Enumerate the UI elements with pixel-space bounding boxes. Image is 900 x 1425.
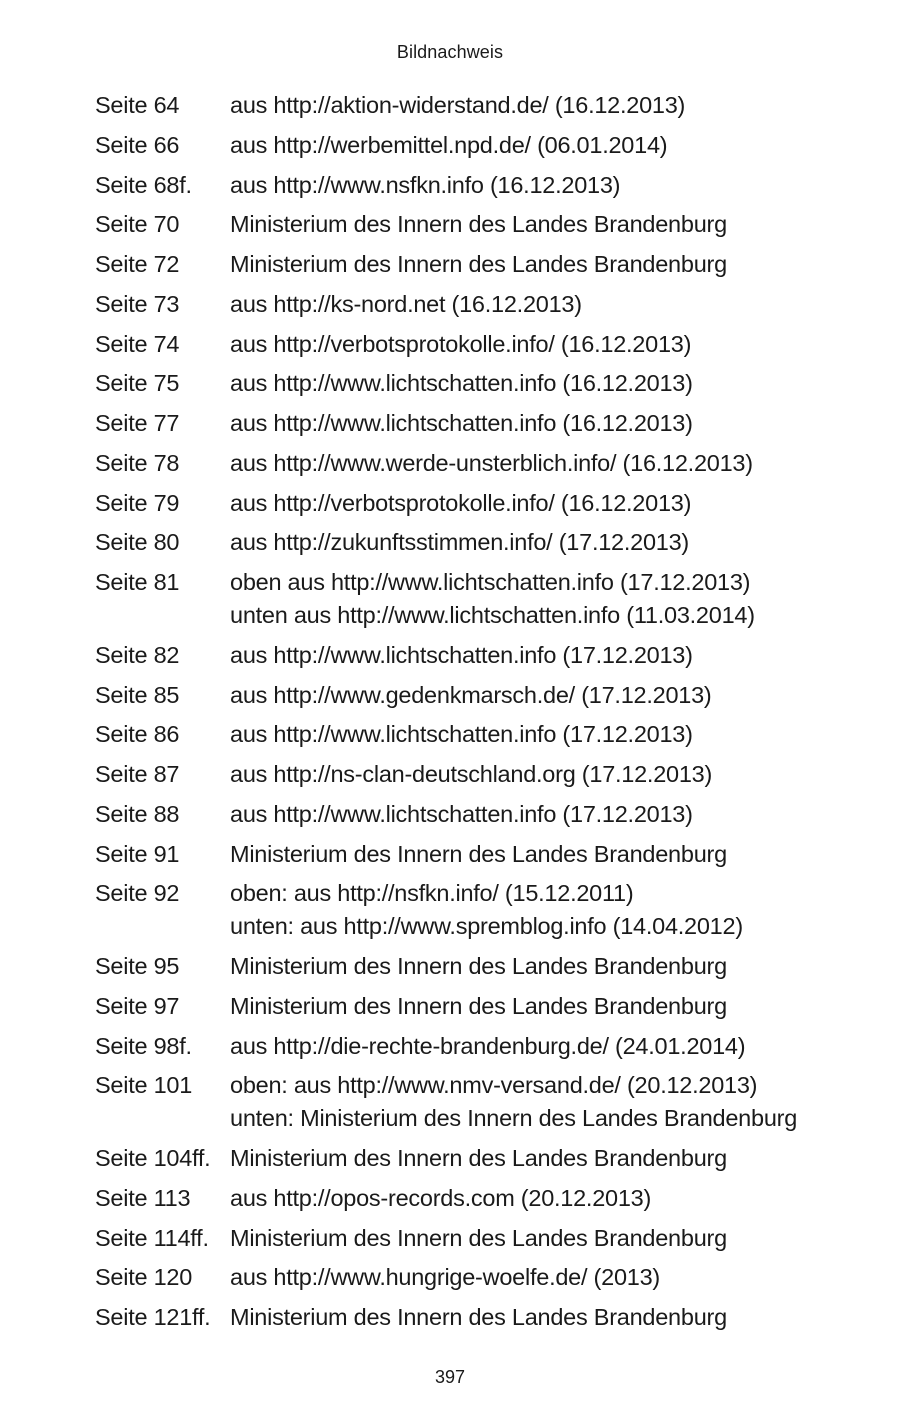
credit-source xyxy=(230,248,855,281)
credit-entry xyxy=(95,877,855,943)
credit-source xyxy=(230,89,855,122)
credit-source-line: aus http://www.lichtschatten.info (16.12.2013) xyxy=(230,370,693,397)
credit-page-ref: Seite 88 xyxy=(95,800,180,827)
credit-page-ref: Seite 82 xyxy=(95,641,180,668)
credit-page-ref: Seite 121ff. xyxy=(95,1304,211,1330)
credit-source-line: aus http://www.lichtschatten.info (16.12.2013) xyxy=(230,410,693,436)
credit-source xyxy=(230,1182,855,1215)
credit-entry xyxy=(95,208,855,241)
credit-source-line: unten: Ministerium des Innern des Landes Brandenburg xyxy=(230,1105,798,1132)
credit-source xyxy=(230,639,855,672)
credit-source-line: aus http://www.lichtschatten.info (17.12.2013) xyxy=(230,721,693,748)
credit-source-line: aus http://www.nsfkn.info (16.12.2013) xyxy=(230,171,621,198)
credit-source-line: aus http://werbemittel.npd.de/ (06.01.2014) xyxy=(230,131,668,158)
credit-source xyxy=(230,169,855,202)
credit-source-line: aus http://www.gedenkmarsch.de/ (17.12.2013) xyxy=(230,681,712,708)
credit-entry xyxy=(95,566,855,632)
credit-page-ref: Seite 113 xyxy=(95,1184,191,1211)
credit-source-line: unten aus http://www.lichtschatten.info (11.03.2014) xyxy=(230,602,755,628)
credit-source xyxy=(230,838,855,871)
credit-page-ref: Seite 73 xyxy=(95,290,180,317)
credit-source xyxy=(230,566,855,632)
credit-source xyxy=(230,1222,855,1255)
credit-entry xyxy=(95,679,855,712)
credit-source-line: Ministerium des Innern des Landes Brandenburg xyxy=(230,1224,727,1251)
credit-source xyxy=(230,447,855,480)
credit-source-line: aus http://www.hungrige-woelfe.de/ (2013) xyxy=(230,1264,660,1291)
credit-source-line: aus http://zukunftsstimmen.info/ (17.12.2013) xyxy=(230,529,690,556)
credit-entry xyxy=(95,838,855,871)
credit-source xyxy=(230,798,855,831)
credit-source xyxy=(230,1069,855,1135)
credit-entry xyxy=(95,367,855,400)
image-credits-list xyxy=(95,89,855,1341)
credit-source xyxy=(230,1142,855,1175)
credit-source-line: Ministerium des Innern des Landes Brandenburg xyxy=(230,840,727,867)
credit-source xyxy=(230,950,855,983)
credit-source-line: oben aus http://www.lichtschatten.info (17.12.2013) xyxy=(230,569,751,595)
credit-page-ref: Seite 64 xyxy=(95,92,180,118)
credit-page-ref: Seite 101 xyxy=(95,1072,193,1099)
credit-source-line: Ministerium des Innern des Landes Brandenburg xyxy=(230,953,727,979)
credit-entry xyxy=(95,758,855,791)
credit-page-ref: Seite 80 xyxy=(95,529,180,556)
credit-page-ref: Seite 120 xyxy=(95,1264,193,1291)
credit-source-line: Ministerium des Innern des Landes Brandenburg xyxy=(230,1304,727,1330)
credit-source xyxy=(230,758,855,791)
credit-entry xyxy=(95,1030,855,1063)
credit-source xyxy=(230,367,855,400)
credit-page-ref: Seite 66 xyxy=(95,131,180,158)
credit-entry xyxy=(95,248,855,281)
credit-page-ref: Seite 92 xyxy=(95,880,180,907)
credit-page-ref: Seite 95 xyxy=(95,953,180,979)
credit-entry xyxy=(95,1222,855,1255)
credit-page-ref: Seite 68f. xyxy=(95,171,192,198)
credit-entry xyxy=(95,407,855,440)
credit-source xyxy=(230,407,855,440)
credit-source xyxy=(230,129,855,162)
credit-entry xyxy=(95,1069,855,1135)
credit-source xyxy=(230,718,855,751)
credit-page-ref: Seite 78 xyxy=(95,449,180,476)
credit-source xyxy=(230,679,855,712)
credit-source-line: aus http://verbotsprotokolle.info/ (16.12.2013) xyxy=(230,489,692,516)
credit-entry xyxy=(95,487,855,520)
credit-source-line: aus http://www.lichtschatten.info (17.12.2013) xyxy=(230,800,693,827)
credit-entry xyxy=(95,526,855,559)
credit-entry xyxy=(95,288,855,321)
credit-entry xyxy=(95,990,855,1023)
credit-source xyxy=(230,288,855,321)
credit-entry xyxy=(95,169,855,202)
page-number: 397 xyxy=(434,1367,466,1387)
credit-entry xyxy=(95,129,855,162)
credit-page-ref: Seite 91 xyxy=(95,840,180,867)
credit-source-line: Ministerium des Innern des Landes Brandenburg xyxy=(230,211,727,238)
credit-source-line: aus http://ks-nord.net (16.12.2013) xyxy=(230,290,582,317)
credit-source xyxy=(230,208,855,241)
credit-source xyxy=(230,1301,855,1334)
credit-entry xyxy=(95,1142,855,1175)
credit-page-ref: Seite 114ff. xyxy=(95,1224,209,1251)
credit-entry xyxy=(95,1301,855,1334)
credit-page-ref: Seite 86 xyxy=(95,721,180,748)
credit-source-line: oben: aus http://www.nmv-versand.de/ (20.12.2013) xyxy=(230,1072,758,1099)
credit-page-ref: Seite 97 xyxy=(95,992,180,1019)
credit-entry xyxy=(95,798,855,831)
credit-entry xyxy=(95,328,855,361)
credit-entry xyxy=(95,447,855,480)
credit-page-ref: Seite 75 xyxy=(95,370,180,397)
credit-source xyxy=(230,328,855,361)
credit-page-ref: Seite 87 xyxy=(95,761,180,787)
credit-source-line: Ministerium des Innern des Landes Brandenburg xyxy=(230,251,727,277)
credit-source xyxy=(230,990,855,1023)
credit-page-ref: Seite 72 xyxy=(95,251,180,277)
credit-source-line: aus http://www.werde-unsterblich.info/ (16.12.2013) xyxy=(230,449,753,476)
credit-page-ref: Seite 79 xyxy=(95,489,180,516)
credit-page-ref: Seite 85 xyxy=(95,681,180,708)
credit-entry xyxy=(95,1182,855,1215)
credit-source-line: aus http://ns-clan-deutschland.org (17.12.2013) xyxy=(230,761,713,787)
credit-source xyxy=(230,877,855,943)
running-header: Bildnachweis xyxy=(396,42,504,62)
credit-source-line: aus http://die-rechte-brandenburg.de/ (24.01.2014) xyxy=(230,1032,746,1059)
credit-source xyxy=(230,1261,855,1294)
credit-entry xyxy=(95,1261,855,1294)
credit-entry xyxy=(95,950,855,983)
credit-page-ref: Seite 98f. xyxy=(95,1032,192,1059)
credit-source-line: aus http://www.lichtschatten.info (17.12.2013) xyxy=(230,641,693,668)
credit-source-line: oben: aus http://nsfkn.info/ (15.12.2011) xyxy=(230,880,634,907)
credit-page-ref: Seite 81 xyxy=(95,569,180,595)
credit-source xyxy=(230,526,855,559)
credit-page-ref: Seite 104ff. xyxy=(95,1145,211,1171)
credit-source xyxy=(230,487,855,520)
credit-entry xyxy=(95,89,855,122)
credit-source-line: aus http://verbotsprotokolle.info/ (16.12.2013) xyxy=(230,330,692,357)
credit-page-ref: Seite 77 xyxy=(95,410,180,436)
credit-source-line: Ministerium des Innern des Landes Brandenburg xyxy=(230,1145,727,1171)
credit-page-ref: Seite 74 xyxy=(95,330,180,357)
credit-source-line: aus http://aktion-widerstand.de/ (16.12.2013) xyxy=(230,92,686,118)
credit-entry xyxy=(95,718,855,751)
credit-source-line: aus http://opos-records.com (20.12.2013) xyxy=(230,1184,652,1211)
credit-source-line: Ministerium des Innern des Landes Brandenburg xyxy=(230,992,727,1019)
credit-page-ref: Seite 70 xyxy=(95,211,180,238)
credit-source-line: unten: aus http://www.spremblog.info (14.04.2012) xyxy=(230,913,743,940)
credit-entry xyxy=(95,639,855,672)
credit-source xyxy=(230,1030,855,1063)
